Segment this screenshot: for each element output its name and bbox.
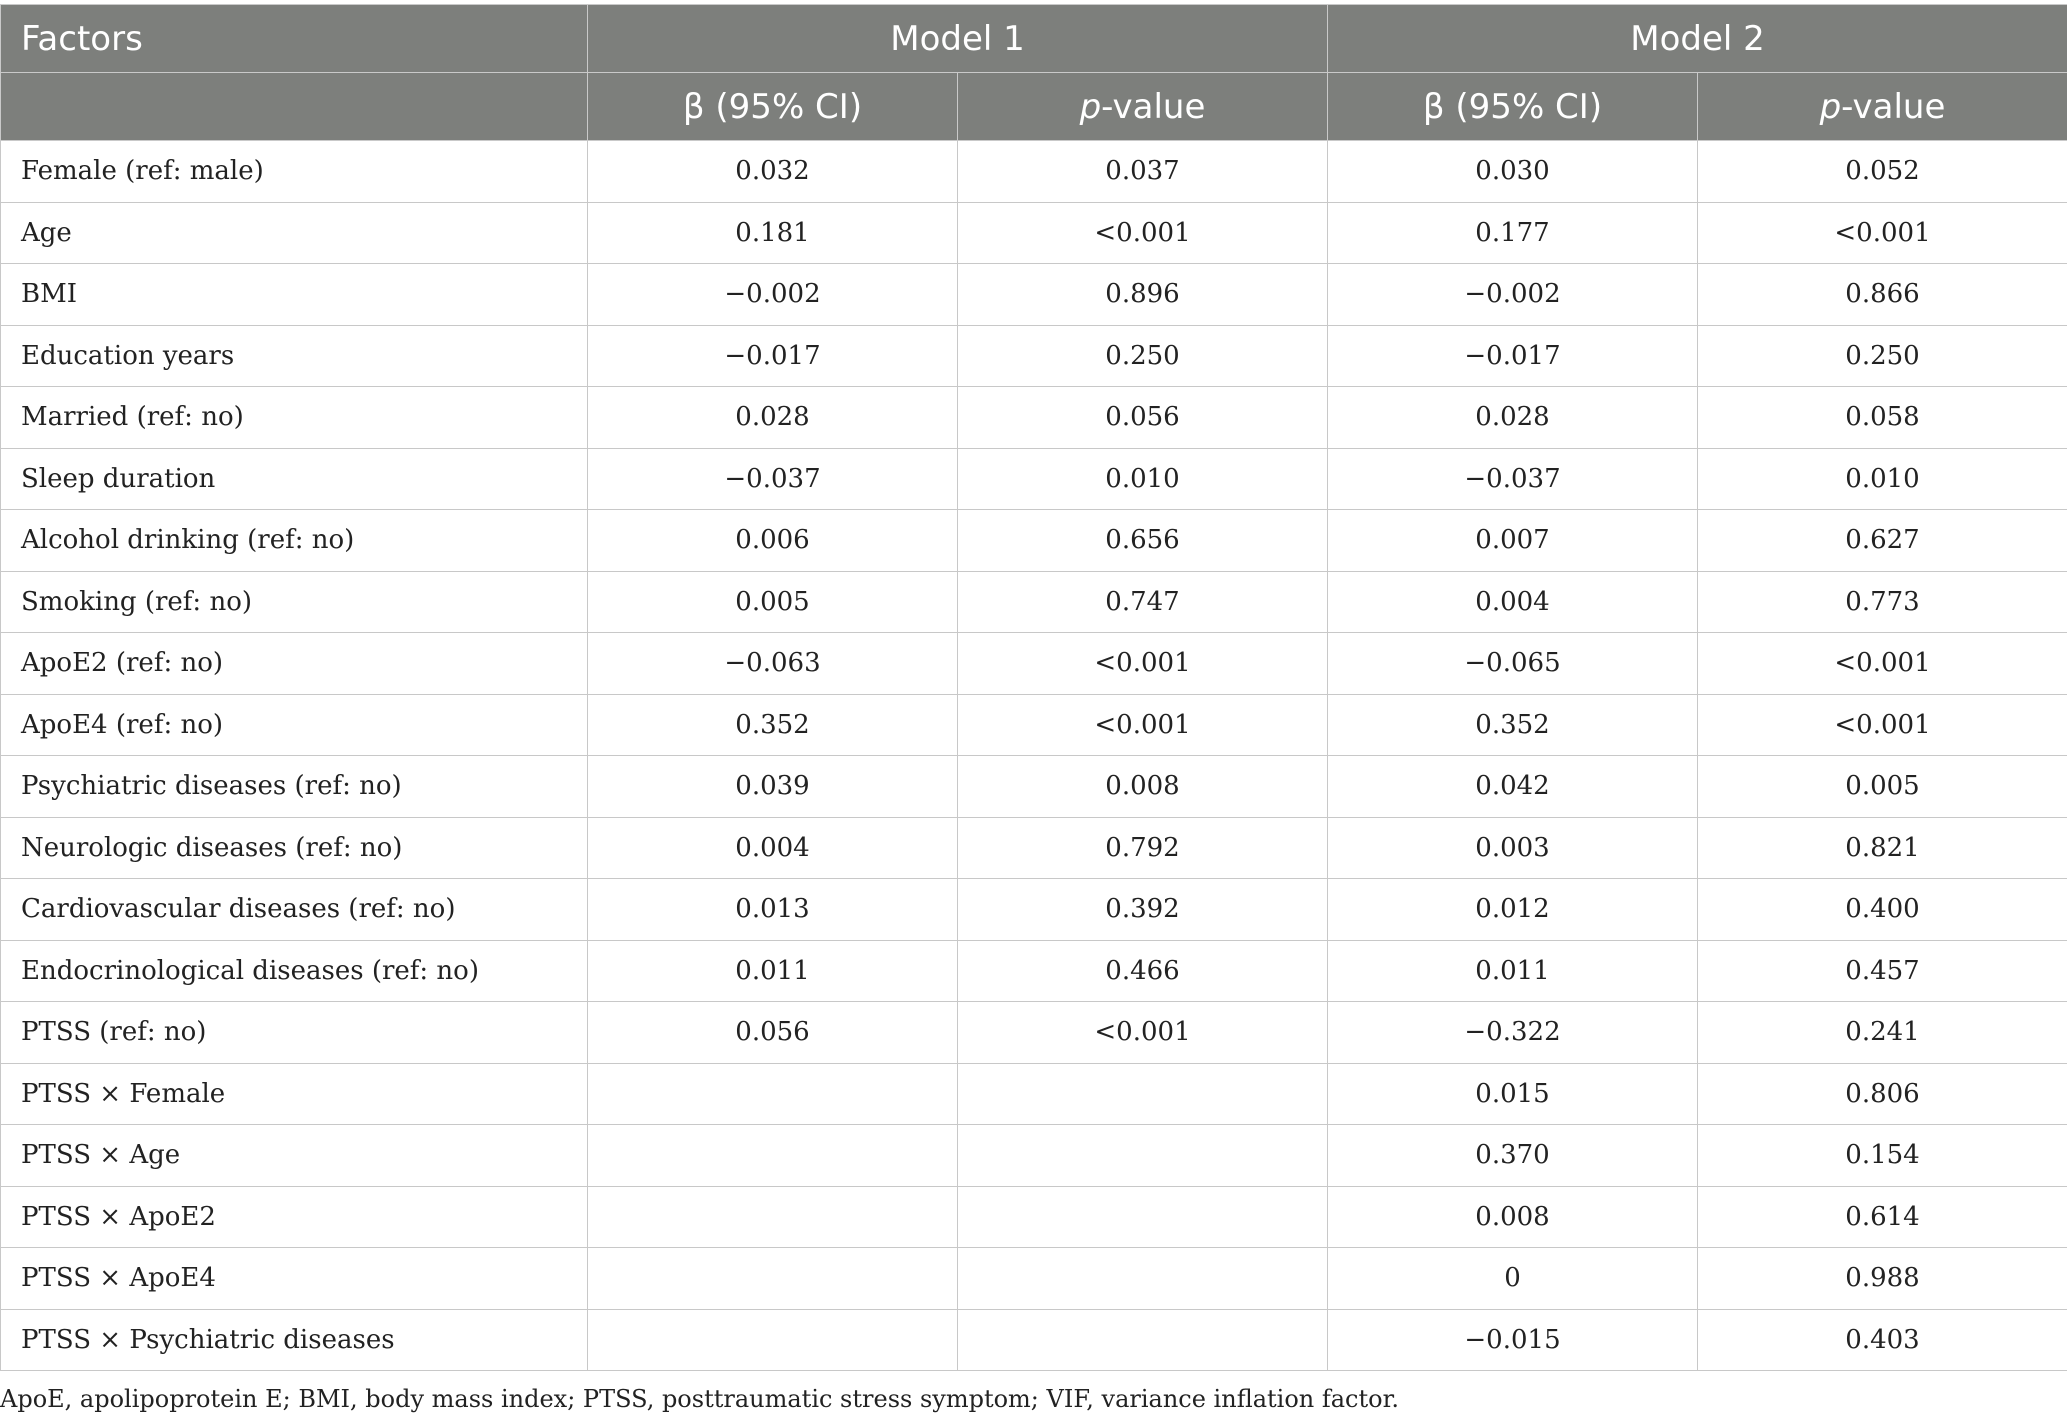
model2-beta-cell: 0.012 xyxy=(1328,879,1698,941)
factor-cell: PTSS × Age xyxy=(1,1125,588,1187)
model2-beta-cell: −0.065 xyxy=(1328,633,1698,695)
model1-pvalue-cell xyxy=(958,1309,1328,1371)
regression-table-container xyxy=(0,4,2067,1371)
model1-beta-cell xyxy=(588,1063,958,1125)
factor-cell: ApoE4 (ref: no) xyxy=(1,694,588,756)
model1-beta-cell: 0.011 xyxy=(588,940,958,1002)
header-m1-p-rest: -value xyxy=(1101,86,1206,127)
model1-beta-cell: 0.039 xyxy=(588,756,958,818)
factor-cell: Age xyxy=(1,202,588,264)
model2-beta-cell: 0.030 xyxy=(1328,141,1698,203)
header-row-models xyxy=(1,5,2067,73)
model2-pvalue-cell: 0.457 xyxy=(1698,940,2067,1002)
model2-beta-cell: 0.352 xyxy=(1328,694,1698,756)
model2-beta-cell: −0.322 xyxy=(1328,1002,1698,1064)
factor-cell: Cardiovascular diseases (ref: no) xyxy=(1,879,588,941)
table-row xyxy=(1,1186,2067,1248)
header-model-2: Model 2 xyxy=(1328,5,2067,73)
model1-beta-cell: −0.017 xyxy=(588,325,958,387)
model1-pvalue-cell xyxy=(958,1063,1328,1125)
model1-beta-cell xyxy=(588,1186,958,1248)
model1-pvalue-cell: 0.037 xyxy=(958,141,1328,203)
model2-pvalue-cell: 0.154 xyxy=(1698,1125,2067,1187)
factor-cell: ApoE2 (ref: no) xyxy=(1,633,588,695)
table-row xyxy=(1,1248,2067,1310)
table-row xyxy=(1,448,2067,510)
model2-beta-cell: 0.008 xyxy=(1328,1186,1698,1248)
header-row-stats xyxy=(1,73,2067,141)
model2-beta-cell: 0.042 xyxy=(1328,756,1698,818)
model2-pvalue-cell: 0.400 xyxy=(1698,879,2067,941)
model2-beta-cell: −0.017 xyxy=(1328,325,1698,387)
factor-cell: Sleep duration xyxy=(1,448,588,510)
model1-beta-cell: −0.063 xyxy=(588,633,958,695)
table-row xyxy=(1,571,2067,633)
model1-beta-cell: 0.006 xyxy=(588,510,958,572)
factor-cell: Neurologic diseases (ref: no) xyxy=(1,817,588,879)
model1-beta-cell: 0.181 xyxy=(588,202,958,264)
model2-pvalue-cell: 0.403 xyxy=(1698,1309,2067,1371)
model1-beta-cell: 0.352 xyxy=(588,694,958,756)
model2-pvalue-cell: 0.773 xyxy=(1698,571,2067,633)
table-row xyxy=(1,202,2067,264)
header-m1-pvalue xyxy=(958,73,1328,141)
model1-pvalue-cell: 0.896 xyxy=(958,264,1328,326)
header-m1-p-italic: p xyxy=(1079,86,1102,127)
model2-beta-cell: −0.037 xyxy=(1328,448,1698,510)
table-row xyxy=(1,510,2067,572)
model2-beta-cell: −0.015 xyxy=(1328,1309,1698,1371)
model1-pvalue-cell: <0.001 xyxy=(958,694,1328,756)
table-row xyxy=(1,1002,2067,1064)
factor-cell: Married (ref: no) xyxy=(1,387,588,449)
model1-beta-cell: 0.004 xyxy=(588,817,958,879)
model1-beta-cell: 0.032 xyxy=(588,141,958,203)
model2-pvalue-cell: 0.250 xyxy=(1698,325,2067,387)
model2-pvalue-cell: 0.241 xyxy=(1698,1002,2067,1064)
factor-cell: Education years xyxy=(1,325,588,387)
model1-pvalue-cell: 0.010 xyxy=(958,448,1328,510)
model2-beta-cell: 0.028 xyxy=(1328,387,1698,449)
header-m2-beta: β (95% CI) xyxy=(1328,73,1698,141)
table-row xyxy=(1,325,2067,387)
table-row xyxy=(1,1309,2067,1371)
model2-pvalue-cell: 0.627 xyxy=(1698,510,2067,572)
factor-cell: Psychiatric diseases (ref: no) xyxy=(1,756,588,818)
table-body xyxy=(1,141,2067,1371)
table-row xyxy=(1,1125,2067,1187)
model2-pvalue-cell: 0.821 xyxy=(1698,817,2067,879)
model2-pvalue-cell: <0.001 xyxy=(1698,202,2067,264)
model1-pvalue-cell: 0.056 xyxy=(958,387,1328,449)
model1-pvalue-cell: 0.747 xyxy=(958,571,1328,633)
model2-beta-cell: 0.007 xyxy=(1328,510,1698,572)
table-row xyxy=(1,879,2067,941)
model2-pvalue-cell: 0.806 xyxy=(1698,1063,2067,1125)
model1-pvalue-cell: <0.001 xyxy=(958,202,1328,264)
factor-cell: PTSS × Female xyxy=(1,1063,588,1125)
table-row xyxy=(1,264,2067,326)
model2-pvalue-cell: 0.010 xyxy=(1698,448,2067,510)
factor-cell: Alcohol drinking (ref: no) xyxy=(1,510,588,572)
model1-pvalue-cell: 0.008 xyxy=(958,756,1328,818)
model1-beta-cell: −0.037 xyxy=(588,448,958,510)
model1-pvalue-cell: 0.392 xyxy=(958,879,1328,941)
table-row xyxy=(1,817,2067,879)
table-row xyxy=(1,940,2067,1002)
model2-pvalue-cell: 0.058 xyxy=(1698,387,2067,449)
factor-cell: BMI xyxy=(1,264,588,326)
header-m2-p-italic: p xyxy=(1819,86,1842,127)
factor-cell: Female (ref: male) xyxy=(1,141,588,203)
header-m2-pvalue xyxy=(1698,73,2067,141)
model1-pvalue-cell: 0.466 xyxy=(958,940,1328,1002)
model2-pvalue-cell: <0.001 xyxy=(1698,633,2067,695)
table-row xyxy=(1,141,2067,203)
model2-beta-cell: 0.003 xyxy=(1328,817,1698,879)
table-row xyxy=(1,387,2067,449)
header-model-1: Model 1 xyxy=(588,5,1328,73)
table-row xyxy=(1,633,2067,695)
model2-pvalue-cell: 0.866 xyxy=(1698,264,2067,326)
table-row xyxy=(1,694,2067,756)
factor-cell: PTSS × Psychiatric diseases xyxy=(1,1309,588,1371)
model2-beta-cell: −0.002 xyxy=(1328,264,1698,326)
model1-pvalue-cell: 0.792 xyxy=(958,817,1328,879)
model1-beta-cell xyxy=(588,1125,958,1187)
model1-beta-cell: 0.013 xyxy=(588,879,958,941)
model1-pvalue-cell xyxy=(958,1248,1328,1310)
table-header xyxy=(1,5,2067,141)
factor-cell: PTSS × ApoE4 xyxy=(1,1248,588,1310)
model2-pvalue-cell: 0.988 xyxy=(1698,1248,2067,1310)
model2-beta-cell: 0.370 xyxy=(1328,1125,1698,1187)
model1-beta-cell: 0.056 xyxy=(588,1002,958,1064)
model1-pvalue-cell: 0.656 xyxy=(958,510,1328,572)
model1-pvalue-cell xyxy=(958,1125,1328,1187)
regression-table xyxy=(0,4,2067,1371)
model2-beta-cell: 0.011 xyxy=(1328,940,1698,1002)
factor-cell: PTSS (ref: no) xyxy=(1,1002,588,1064)
model1-pvalue-cell: <0.001 xyxy=(958,633,1328,695)
model2-beta-cell: 0.177 xyxy=(1328,202,1698,264)
model1-pvalue-cell: 0.250 xyxy=(958,325,1328,387)
model1-beta-cell: 0.028 xyxy=(588,387,958,449)
table-row xyxy=(1,1063,2067,1125)
model1-beta-cell: −0.002 xyxy=(588,264,958,326)
header-factors: Factors xyxy=(1,5,588,73)
factor-cell: Endocrinological diseases (ref: no) xyxy=(1,940,588,1002)
table-row xyxy=(1,756,2067,818)
factor-cell: PTSS × ApoE2 xyxy=(1,1186,588,1248)
model1-beta-cell xyxy=(588,1309,958,1371)
model1-beta-cell xyxy=(588,1248,958,1310)
model2-pvalue-cell: 0.614 xyxy=(1698,1186,2067,1248)
model2-beta-cell: 0.004 xyxy=(1328,571,1698,633)
table-footnote: ApoE, apolipoprotein E; BMI, body mass index; PTSS, posttraumatic stress symptom; VIF, variance inflation factor. xyxy=(0,1385,1400,1413)
header-m1-beta: β (95% CI) xyxy=(588,73,958,141)
header-m2-p-rest: -value xyxy=(1841,86,1946,127)
header-empty xyxy=(1,73,588,141)
factor-cell: Smoking (ref: no) xyxy=(1,571,588,633)
model1-pvalue-cell: <0.001 xyxy=(958,1002,1328,1064)
model2-beta-cell: 0.015 xyxy=(1328,1063,1698,1125)
model2-pvalue-cell: 0.052 xyxy=(1698,141,2067,203)
model2-pvalue-cell: 0.005 xyxy=(1698,756,2067,818)
model2-pvalue-cell: <0.001 xyxy=(1698,694,2067,756)
model2-beta-cell: 0 xyxy=(1328,1248,1698,1310)
model1-beta-cell: 0.005 xyxy=(588,571,958,633)
model1-pvalue-cell xyxy=(958,1186,1328,1248)
